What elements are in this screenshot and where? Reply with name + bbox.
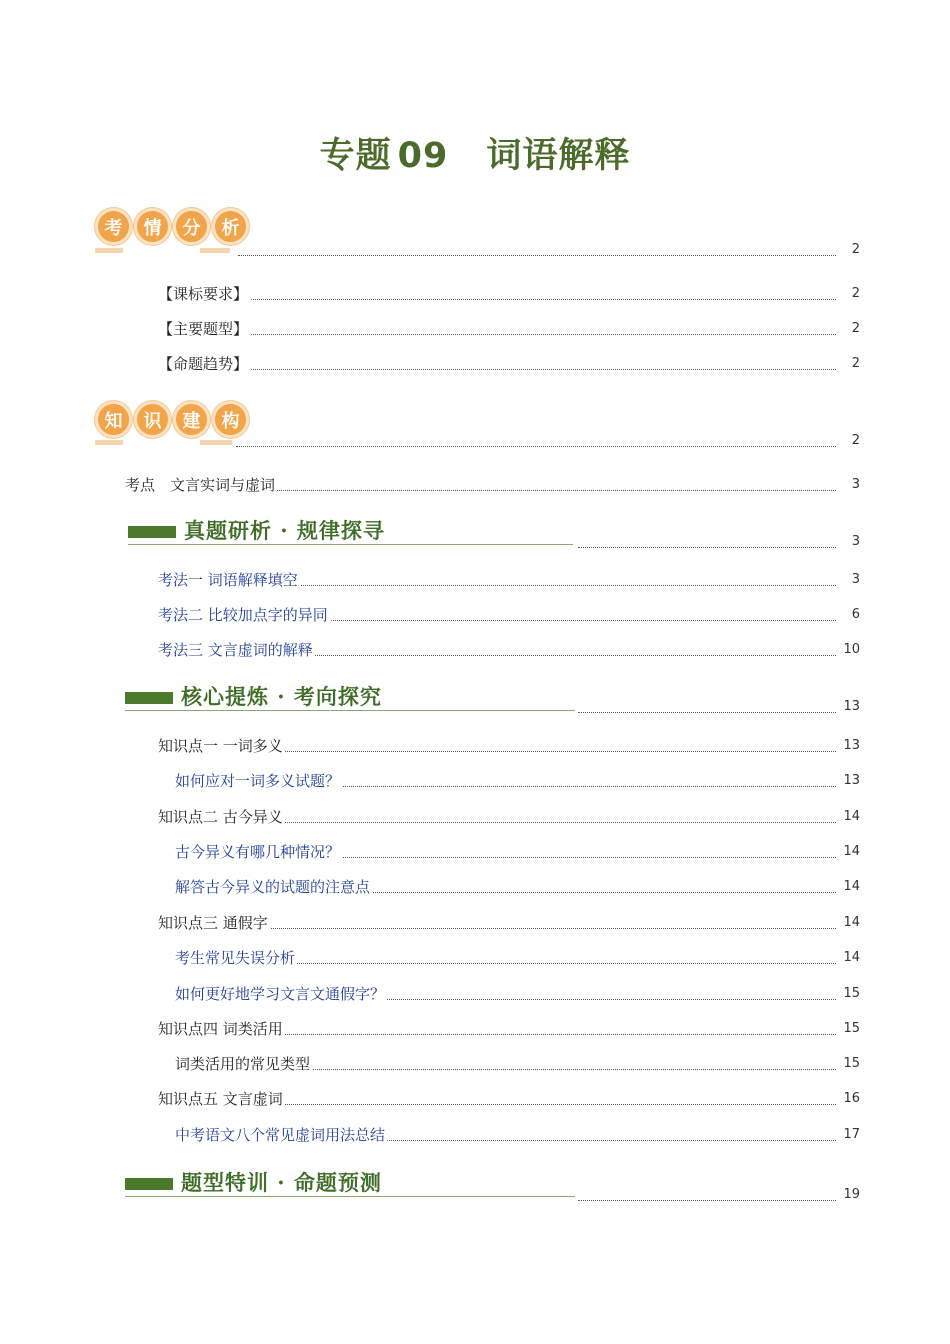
leader-dots	[578, 1200, 836, 1201]
toc-label: 【命题趋势】	[158, 355, 249, 373]
toc-page: 2	[851, 286, 860, 301]
toc-label: 如何更好地学习文言文通假字？	[175, 985, 386, 1003]
toc-page: 13	[843, 773, 860, 788]
toc-entry[interactable]	[125, 475, 860, 495]
leader-dots	[578, 547, 836, 548]
toc-entry-kqfx[interactable]	[238, 240, 860, 260]
leader-dots	[238, 255, 836, 256]
badge-char: 析	[212, 208, 249, 245]
leader-dots	[236, 446, 836, 447]
toc-entry-txtx[interactable]	[578, 1185, 860, 1205]
toc-label: 如何应对一词多义试题？	[175, 772, 341, 790]
toc-entry-zsjg[interactable]	[236, 431, 860, 451]
toc-page: 15	[843, 986, 860, 1001]
title-main: 专题	[319, 136, 392, 176]
banner-title: 题型特训 · 命题预测	[181, 1170, 382, 1195]
badge-underline	[200, 440, 232, 445]
toc-label: 考法三 文言虚词的解释	[158, 641, 313, 659]
toc-label: 知识点二 古今异义	[158, 808, 283, 826]
banner-title: 真题研析 · 规律探寻	[184, 518, 385, 543]
toc-entry[interactable]	[175, 877, 860, 897]
badge-underline	[95, 248, 123, 253]
badge-char: 构	[212, 401, 249, 438]
banner-title: 核心提炼 · 考向探究	[181, 684, 382, 709]
toc-label: 知识点一 一词多义	[158, 737, 283, 755]
toc-label: 考法一 词语解释填空	[158, 571, 298, 589]
section-banner-txtx	[125, 1167, 575, 1197]
toc-page: 3	[851, 572, 860, 587]
toc-entry[interactable]	[175, 842, 860, 862]
toc-entry[interactable]	[175, 1125, 860, 1145]
title-number: 09	[397, 136, 449, 176]
badge-underline	[95, 440, 123, 445]
toc-page: 14	[843, 915, 860, 930]
banner-bar	[125, 692, 173, 704]
badge-char: 分	[173, 208, 210, 245]
toc-page: 2	[851, 433, 860, 448]
toc-page: 14	[843, 950, 860, 965]
leader-dots	[578, 712, 836, 713]
badge-char: 建	[173, 401, 210, 438]
badge-char: 识	[134, 401, 171, 438]
toc-entry[interactable]	[158, 640, 860, 660]
toc-label: 考点 文言实词与虚词	[125, 476, 276, 494]
toc-page: 17	[843, 1127, 860, 1142]
toc-entry[interactable]	[175, 948, 860, 968]
section-banner-hxtl	[125, 681, 575, 711]
toc-page: 14	[843, 844, 860, 859]
toc-page: 15	[843, 1021, 860, 1036]
toc-entry-hxtl[interactable]	[578, 697, 860, 717]
banner-line	[125, 710, 575, 711]
toc-label: 知识点四 词类活用	[158, 1020, 283, 1038]
toc-page: 2	[851, 356, 860, 371]
toc-entry[interactable]	[158, 807, 860, 827]
page-title	[0, 128, 950, 178]
section-badge-zsjg	[95, 401, 249, 438]
toc-entry[interactable]	[175, 771, 860, 791]
toc-label: 【课标要求】	[158, 285, 249, 303]
toc-page: 15	[843, 1056, 860, 1071]
toc-page: 3	[851, 477, 860, 492]
toc-page: 16	[843, 1091, 860, 1106]
badge-char: 知	[95, 401, 132, 438]
leader-dots	[158, 369, 836, 370]
toc-page: 6	[851, 607, 860, 622]
toc-label: 古今异义有哪几种情况？	[175, 843, 341, 861]
toc-page: 2	[851, 242, 860, 257]
toc-entry[interactable]	[175, 1054, 860, 1074]
toc-label: 解答古今异义的试题的注意点	[175, 878, 371, 896]
toc-entry[interactable]	[158, 605, 860, 625]
badge-char: 情	[134, 208, 171, 245]
toc-entry[interactable]	[158, 913, 860, 933]
toc-page: 10	[843, 642, 860, 657]
toc-page: 14	[843, 879, 860, 894]
toc-entry[interactable]	[158, 354, 860, 374]
toc-entry[interactable]	[158, 319, 860, 339]
section-banner-ztyx	[128, 515, 573, 545]
toc-label: 词类活用的常见类型	[175, 1055, 311, 1073]
leader-dots	[158, 299, 836, 300]
toc-entry[interactable]	[158, 736, 860, 756]
badge-char: 考	[95, 208, 132, 245]
toc-entry[interactable]	[175, 984, 860, 1004]
toc-entry[interactable]	[158, 570, 860, 590]
toc-label: 考生常见失误分析	[175, 949, 296, 967]
toc-entry[interactable]	[158, 1089, 860, 1109]
toc-entry[interactable]	[158, 1019, 860, 1039]
toc-page: 19	[843, 1187, 860, 1202]
banner-bar	[125, 1178, 173, 1190]
toc-label: 知识点五 文言虚词	[158, 1090, 283, 1108]
leader-dots	[158, 334, 836, 335]
toc-page: 2	[851, 321, 860, 336]
title-topic: 词语解释	[486, 136, 631, 176]
badge-underline	[200, 248, 230, 253]
toc-label: 中考语文八个常见虚词用法总结	[175, 1126, 386, 1144]
section-badge-kqfx	[95, 208, 249, 245]
toc-label: 考法二 比较加点字的异同	[158, 606, 328, 624]
toc-label: 【主要题型】	[158, 320, 249, 338]
banner-line	[128, 544, 573, 545]
banner-line	[125, 1196, 575, 1197]
toc-page: 13	[843, 738, 860, 753]
toc-page: 3	[851, 534, 860, 549]
toc-page: 13	[843, 699, 860, 714]
toc-label: 知识点三 通假字	[158, 914, 268, 932]
toc-entry-ztyx[interactable]	[578, 532, 860, 552]
banner-bar	[128, 526, 176, 538]
toc-entry[interactable]	[158, 284, 860, 304]
toc-page: 14	[843, 809, 860, 824]
